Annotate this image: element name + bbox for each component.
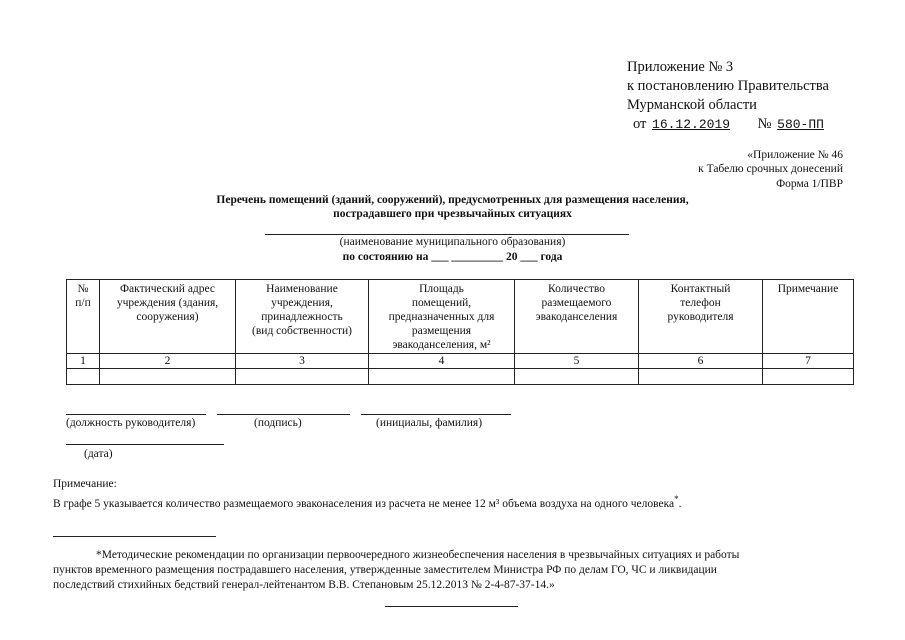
appendix-line-2: к постановлению Правительства [627,78,829,94]
table-column-numbers-row [67,354,854,369]
column-number: 6 [639,354,763,369]
position-signature-line [66,414,206,415]
note-label: Примечание: [53,478,117,490]
header-cell-phone: Контактный телефон руководителя [639,280,763,354]
decree-date: 16.12.2019 [652,117,731,132]
municipality-underline [265,234,629,235]
footnote-line-3: последствий стихийных бедствий генерал-лейтенантом В.В. Степановым 25.12.2013 № 2-4-87-37-14.» [53,579,555,591]
date-caption: (дата) [84,448,113,460]
position-caption: (должность руководителя) [66,417,196,429]
note-body: В графе 5 указывается количество размещаемого эваконаселения из расчета не менее 12 м³ объема воздуха на одного человека [53,497,675,510]
premises-table [66,279,854,385]
date-prefix: от [633,116,647,132]
header-cell-area: Площадь помещений, предназначенных для размещения эвакоданселения, м² [369,280,515,354]
municipality-caption: (наименование муниципального образования) [339,236,566,248]
sub-appendix-line-2: к Табелю срочных донесений [698,163,843,175]
name-caption: (инициалы, фамилия) [376,417,483,429]
signature-line [217,414,350,415]
as-of-date-line: по состоянию на ___ _________ 20 ___ года [342,251,563,263]
decree-number: 580-ПП [777,117,824,132]
name-signature-line [361,414,511,415]
header-cell-note: Примечание [763,280,854,354]
footnote-line-1: *Методические рекомендации по организации первоочередного жизнеобеспечения населения в чрезвычайных ситуациях и работы [96,549,740,561]
column-number: 7 [763,354,854,369]
note-end: . [678,497,682,510]
table-header-row [67,280,854,354]
number-prefix: № [757,116,772,132]
date-signature-line [66,444,224,445]
form-code: Форма 1/ПВР [776,178,843,190]
header-cell-evacuees: Количество размещаемого эвакоданселения [515,280,639,354]
footnote-marker: * [674,494,679,504]
empty-cell [763,369,854,385]
signature-caption: (подпись) [254,417,302,429]
sub-appendix-line-1: «Приложение № 46 [747,149,843,161]
header-cell-address: Фактический адрес учреждения (здания, сооружения) [100,280,236,354]
footnote-separator [53,536,216,537]
document-title-line-2: пострадавшего при чрезвычайных ситуациях [333,208,572,220]
appendix-line-3: Мурманской области [627,97,757,113]
empty-cell [67,369,100,385]
appendix-date-row [633,115,824,134]
footnote-line-2: пунктов временного размещения пострадавшего населения, утвержденные заместителем Министра РФ по делам ГО, ЧС и ликвидации [53,564,717,576]
empty-cell [639,369,763,385]
note-text [53,492,681,512]
header-cell-institution: Наименование учреждения, принадлежность (вид собственности) [236,280,369,354]
column-number: 1 [67,354,100,369]
column-number: 2 [100,354,236,369]
appendix-title: Приложение № 3 [627,59,734,75]
table-empty-row [67,369,854,385]
closing-separator [385,606,518,607]
empty-cell [515,369,639,385]
column-number: 3 [236,354,369,369]
empty-cell [100,369,236,385]
document-title-line-1: Перечень помещений (зданий, сооружений), предусмотренных для размещения населения, [216,194,689,206]
empty-cell [236,369,369,385]
header-cell-number: № п/п [67,280,100,354]
empty-cell [369,369,515,385]
column-number: 4 [369,354,515,369]
column-number: 5 [515,354,639,369]
